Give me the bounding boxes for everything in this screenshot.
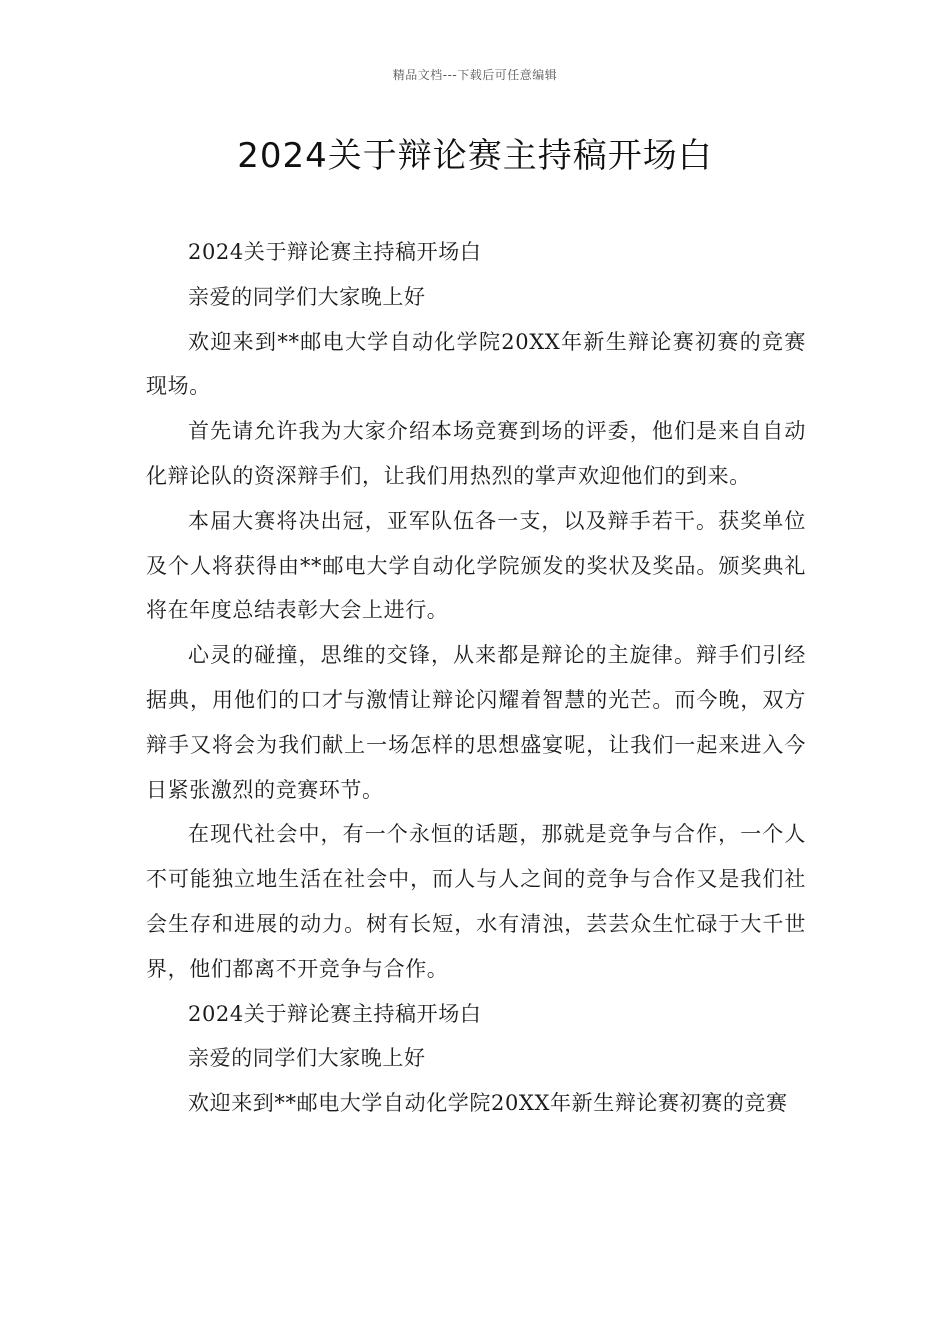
paragraph: 在现代社会中，有一个永恒的话题，那就是竞争与合作，一个人不可能独立地生活在社会中，而人与人之间的竞争与合作又是我们社会生存和进展的动力。树有长短，水有清浊，芸芸众生忙碌于大千世界，他们都离不开竞争与合作。 <box>146 822 806 981</box>
paragraph: 心灵的碰撞，思维的交锋，从来都是辩论的主旋律。辩手们引经据典，用他们的口才与激情让辩论闪耀着智慧的光芒。而今晚，双方辩手又将会为我们献上一场怎样的思想盛宴呢，让我们一起来进入今日紧张激烈的竞赛环节。 <box>146 643 806 802</box>
paragraph: 亲爱的同学们大家晚上好 <box>188 284 426 309</box>
paragraph: 欢迎来到**邮电大学自动化学院20XX年新生辩论赛初赛的竞赛 <box>188 1091 788 1116</box>
document-body <box>146 230 806 1126</box>
paragraph: 首先请允许我为大家介绍本场竞赛到场的评委，他们是来自自动化辩论队的资深辩手们，让我们用热烈的掌声欢迎他们的到来。 <box>146 419 806 488</box>
paragraph: 欢迎来到**邮电大学自动化学院20XX年新生辩论赛初赛的竞赛现场。 <box>146 329 806 399</box>
document-title: 2024关于辩论赛主持稿开场白 <box>237 136 713 176</box>
paragraph: 亲爱的同学们大家晚上好 <box>188 1046 426 1071</box>
paragraph: 2024关于辩论赛主持稿开场白 <box>188 240 482 264</box>
paragraph: 2024关于辩论赛主持稿开场白 <box>188 1001 482 1026</box>
paragraph: 本届大赛将决出冠，亚军队伍各一支，以及辩手若干。获奖单位及个人将获得由**邮电大学自动化学院颁发的奖状及奖品。颁奖典礼将在年度总结表彰大会上进行。 <box>146 508 806 623</box>
page-header: 精品文档---下载后可任意编辑 <box>392 68 558 82</box>
